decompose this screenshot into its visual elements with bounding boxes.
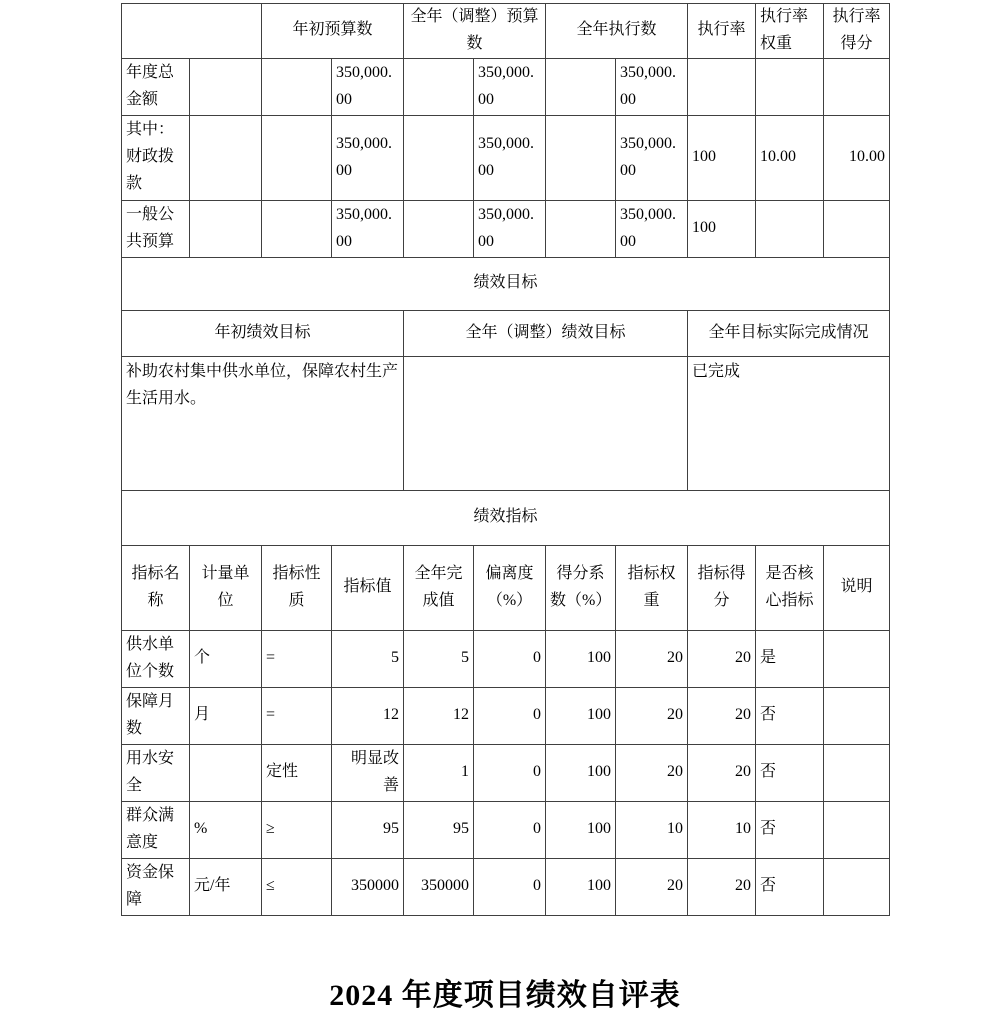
indicator-deviation: 0 bbox=[474, 744, 546, 801]
indicator-core: 否 bbox=[756, 744, 824, 801]
indicator-actual: 350000 bbox=[404, 858, 474, 915]
empty-cell bbox=[190, 115, 262, 200]
indicator-row bbox=[122, 630, 890, 687]
self-evaluation-table bbox=[121, 3, 890, 916]
col-indicator-score: 指标得分 bbox=[688, 545, 756, 630]
indicator-score: 10 bbox=[688, 801, 756, 858]
indicator-weight: 10 bbox=[616, 801, 688, 858]
col-indicator-weight: 指标权重 bbox=[616, 545, 688, 630]
indicator-coefficient: 100 bbox=[546, 858, 616, 915]
indicator-score: 20 bbox=[688, 630, 756, 687]
funding-row-public bbox=[122, 200, 890, 257]
indicator-deviation: 0 bbox=[474, 630, 546, 687]
indicator-unit: % bbox=[190, 801, 262, 858]
empty-cell bbox=[404, 200, 474, 257]
initial-goal-text: 补助农村集中供水单位，保障农村生产生活用水。 bbox=[122, 356, 404, 490]
initial-budget-value: 350,000.00 bbox=[332, 58, 404, 115]
col-rate-score: 执行率得分 bbox=[824, 4, 890, 59]
rate-weight-value: 10.00 bbox=[756, 115, 824, 200]
col-indicator-target: 指标值 bbox=[332, 545, 404, 630]
funding-row-label: 其中：财政拨款 bbox=[122, 115, 190, 200]
indicator-nature: = bbox=[262, 687, 332, 744]
col-executed: 全年执行数 bbox=[546, 4, 688, 59]
rate-value: 100 bbox=[688, 200, 756, 257]
indicators-section-row bbox=[122, 490, 890, 545]
rate-value: 100 bbox=[688, 115, 756, 200]
indicator-core: 否 bbox=[756, 687, 824, 744]
indicator-target: 12 bbox=[332, 687, 404, 744]
empty-cell bbox=[404, 58, 474, 115]
indicators-header-row bbox=[122, 545, 890, 630]
col-indicator-note: 说明 bbox=[824, 545, 890, 630]
empty-cell bbox=[190, 58, 262, 115]
col-indicator-name: 指标名称 bbox=[122, 545, 190, 630]
initial-budget-value: 350,000.00 bbox=[332, 200, 404, 257]
indicator-note bbox=[824, 801, 890, 858]
rate-weight-value bbox=[756, 200, 824, 257]
indicator-deviation: 0 bbox=[474, 687, 546, 744]
page-title: 2024 年度项目绩效自评表 bbox=[329, 979, 681, 1012]
indicator-row bbox=[122, 744, 890, 801]
adjusted-goal-text bbox=[404, 356, 688, 490]
col-indicator-nature: 指标性质 bbox=[262, 545, 332, 630]
indicator-deviation: 0 bbox=[474, 858, 546, 915]
indicator-core: 否 bbox=[756, 801, 824, 858]
executed-value: 350,000.00 bbox=[616, 200, 688, 257]
col-actual-completion: 全年目标实际完成情况 bbox=[688, 310, 890, 356]
col-adjusted-budget: 全年（调整）预算数 bbox=[404, 4, 546, 59]
col-indicator-core: 是否核心指标 bbox=[756, 545, 824, 630]
empty-cell bbox=[262, 200, 332, 257]
rate-score-value bbox=[824, 58, 890, 115]
indicator-weight: 20 bbox=[616, 744, 688, 801]
indicator-core: 否 bbox=[756, 858, 824, 915]
indicator-name: 用水安全 bbox=[122, 744, 190, 801]
funding-row-label: 年度总金额 bbox=[122, 58, 190, 115]
indicator-nature: ≤ bbox=[262, 858, 332, 915]
rate-weight-value bbox=[756, 58, 824, 115]
indicator-actual: 12 bbox=[404, 687, 474, 744]
empty-cell bbox=[546, 115, 616, 200]
indicator-row bbox=[122, 858, 890, 915]
col-adjusted-goal: 全年（调整）绩效目标 bbox=[404, 310, 688, 356]
indicator-score: 20 bbox=[688, 687, 756, 744]
empty-cell bbox=[404, 115, 474, 200]
funding-row-fiscal bbox=[122, 115, 890, 200]
indicator-weight: 20 bbox=[616, 687, 688, 744]
indicator-note bbox=[824, 630, 890, 687]
indicators-section-title: 绩效指标 bbox=[122, 490, 890, 545]
indicator-name: 群众满意度 bbox=[122, 801, 190, 858]
empty-cell bbox=[546, 200, 616, 257]
indicator-row bbox=[122, 687, 890, 744]
col-indicator-actual: 全年完成值 bbox=[404, 545, 474, 630]
indicator-deviation: 0 bbox=[474, 801, 546, 858]
actual-completion-text: 已完成 bbox=[688, 356, 890, 490]
executed-value: 350,000.00 bbox=[616, 58, 688, 115]
empty-cell bbox=[190, 200, 262, 257]
indicator-nature: = bbox=[262, 630, 332, 687]
indicator-weight: 20 bbox=[616, 858, 688, 915]
indicator-coefficient: 100 bbox=[546, 630, 616, 687]
indicator-name: 保障月数 bbox=[122, 687, 190, 744]
indicator-actual: 1 bbox=[404, 744, 474, 801]
indicator-target: 350000 bbox=[332, 858, 404, 915]
col-indicator-unit: 计量单位 bbox=[190, 545, 262, 630]
indicator-core: 是 bbox=[756, 630, 824, 687]
indicator-name: 资金保障 bbox=[122, 858, 190, 915]
indicator-unit: 元/年 bbox=[190, 858, 262, 915]
col-rate-weight: 执行率权重 bbox=[756, 4, 824, 59]
indicator-unit bbox=[190, 744, 262, 801]
adjusted-budget-value: 350,000.00 bbox=[474, 58, 546, 115]
indicator-row bbox=[122, 801, 890, 858]
goals-body-row bbox=[122, 356, 890, 490]
indicator-coefficient: 100 bbox=[546, 801, 616, 858]
indicator-score: 20 bbox=[688, 858, 756, 915]
indicator-name: 供水单位个数 bbox=[122, 630, 190, 687]
indicator-nature: 定性 bbox=[262, 744, 332, 801]
funding-row-total bbox=[122, 58, 890, 115]
col-indicator-deviation: 偏离度（%） bbox=[474, 545, 546, 630]
indicator-unit: 月 bbox=[190, 687, 262, 744]
adjusted-budget-value: 350,000.00 bbox=[474, 115, 546, 200]
col-indicator-coefficient: 得分系数（%） bbox=[546, 545, 616, 630]
indicator-target: 明显改善 bbox=[332, 744, 404, 801]
indicator-note bbox=[824, 858, 890, 915]
executed-value: 350,000.00 bbox=[616, 115, 688, 200]
empty-cell bbox=[262, 58, 332, 115]
col-rate: 执行率 bbox=[688, 4, 756, 59]
indicator-target: 95 bbox=[332, 801, 404, 858]
goals-header-row bbox=[122, 310, 890, 356]
rate-value bbox=[688, 58, 756, 115]
goals-section-row bbox=[122, 257, 890, 310]
adjusted-budget-value: 350,000.00 bbox=[474, 200, 546, 257]
indicator-coefficient: 100 bbox=[546, 687, 616, 744]
funding-header-blank bbox=[122, 4, 262, 59]
indicator-score: 20 bbox=[688, 744, 756, 801]
indicator-unit: 个 bbox=[190, 630, 262, 687]
indicator-coefficient: 100 bbox=[546, 744, 616, 801]
col-initial-goal: 年初绩效目标 bbox=[122, 310, 404, 356]
empty-cell bbox=[262, 115, 332, 200]
indicator-note bbox=[824, 744, 890, 801]
col-initial-budget: 年初预算数 bbox=[262, 4, 404, 59]
funding-header-row bbox=[122, 4, 890, 59]
indicator-nature: ≥ bbox=[262, 801, 332, 858]
indicator-note bbox=[824, 687, 890, 744]
indicator-target: 5 bbox=[332, 630, 404, 687]
goals-section-title: 绩效目标 bbox=[122, 257, 890, 310]
rate-score-value: 10.00 bbox=[824, 115, 890, 200]
empty-cell bbox=[546, 58, 616, 115]
funding-row-label: 一般公共预算 bbox=[122, 200, 190, 257]
indicator-weight: 20 bbox=[616, 630, 688, 687]
rate-score-value bbox=[824, 200, 890, 257]
indicator-actual: 95 bbox=[404, 801, 474, 858]
initial-budget-value: 350,000.00 bbox=[332, 115, 404, 200]
indicator-actual: 5 bbox=[404, 630, 474, 687]
